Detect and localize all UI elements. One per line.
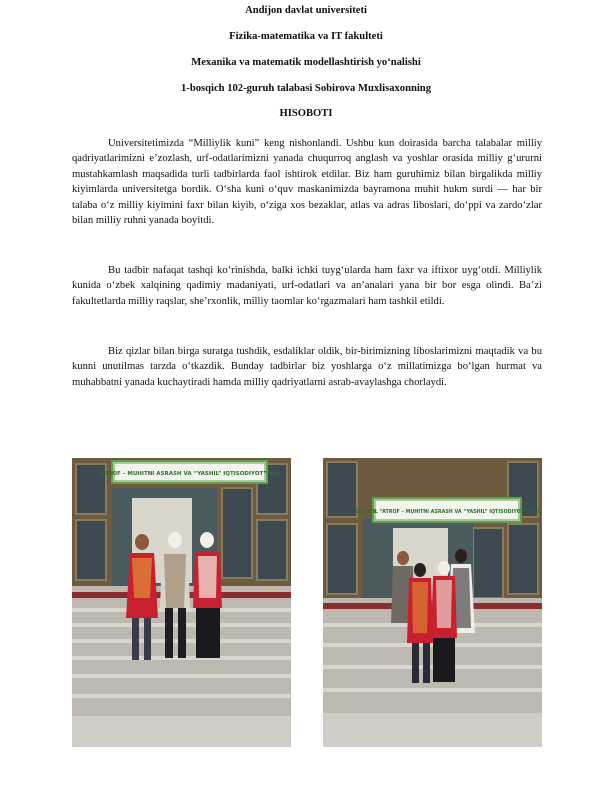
banner-text-1: “ATROF – MUHITNI ASRASH VA “YASHIL” IQTISODIYOT” YILI: [97, 471, 281, 477]
group-photo-1: [72, 458, 291, 747]
banner-text-2: 2025-YIL “ATROF – MUHITNI ASRASH VA “YASHIL” IQTISODIYOT” YILI: [355, 510, 539, 515]
program-heading: Mexanika va matematik modellashtirish yo‘nalishi: [191, 57, 421, 68]
paragraph-1: Universitetimizda “Milliylik kuni” keng nishonlandi. Ushbu kun doirasida barcha talabalar milliy qadriyatlarimizni e’zozlash, urf-odatlarimizni yanada chuqurroq anglash va yoshlar orasida milliy g‘ururni mustahkamlash maqsadida turli tadbirlarda faol ishtirok etdilar. Biz ham guruhimiz bilan birgalikda milliy kiyimlarda universitetga bordik. O‘sha kuni o‘quv maskanimizda bayramona muhit hukm surdi — har bir talaba o‘z milliy kiyimini faxr bilan kiyib, o‘ziga xos bezaklar, atlas va adras liboslari, do‘ppi va zardo‘zlar bilan milliy ruhni yanada boyitdi.: [72, 138, 542, 227]
university-heading: Andijon davlat universiteti: [245, 5, 367, 16]
paragraph-3: Biz qizlar bilan birga suratga tushdik, esdaliklar oldik, bir-birimizning liboslarimizni maqtadik va bu kunni unutilmas tarzda o‘tkazdik. Bunday tadbirlar biz yoshlarga o‘z millatimizga bo‘lgan hurmat va muhabbatni yanada kuchaytiradi hamda milliy qadriyatlarni asrab-avaylashga chorlaydi.: [72, 346, 542, 388]
faculty-heading: Fizika-matematika va IT fakulteti: [229, 31, 383, 42]
student-heading: 1-bosqich 102-guruh talabasi Sobirova Muxlisaxonning: [181, 83, 431, 94]
group-photo-2: [323, 458, 542, 747]
paragraph-2: Bu tadbir nafaqat tashqi ko‘rinishda, balki ichki tuyg‘ularda ham faxr va iftixor uyg‘otdi. Milliylik kunida o‘zbek xalqining qadimiy madaniyati, urf-odatlari va an’analari yana bir bor esga olindi. Ba’zi fakultetlarda milliy raqslar, she’rxonlik, milliy taomlar ko‘rgazmalari ham tashkil etildi.: [72, 265, 542, 307]
report-title: HISOBOTI: [279, 108, 333, 119]
